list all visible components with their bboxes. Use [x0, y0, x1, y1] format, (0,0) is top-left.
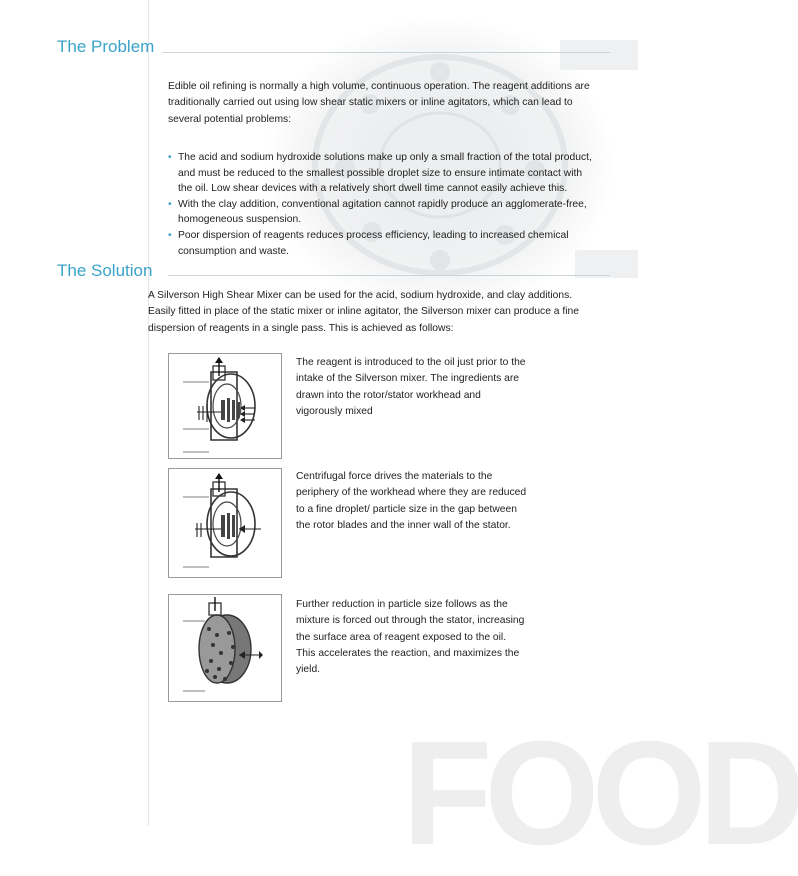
- left-margin-rule: [148, 0, 149, 826]
- problem-bullet: • The acid and sodium hydroxide solutions make up only a small fraction of the total product, and must be reduced to the smallest possible droplet size to ensure intimate contact with the oil. Low shear devices with a relatively short dwell time cannot easily achieve this.: [168, 152, 592, 195]
- problem-intro: Edible oil refining is normally a high volume, continuous operation. The reagent additions are traditionally carried out using low shear static mixers or inline agitators, which can lead to several potential problems:: [168, 81, 590, 125]
- step-1-diagram: [168, 353, 282, 459]
- problem-bullet-list: [168, 150, 598, 259]
- step-2-text: Centrifugal force drives the materials to the periphery of the workhead where they are reduced to a fine droplet/ particle size in the gap between the rotor blades and the inner wall of the stator.: [296, 471, 527, 531]
- problem-heading: The Problem: [57, 37, 155, 56]
- solution-heading: The Solution: [57, 261, 153, 280]
- step-2-diagram: [168, 468, 282, 578]
- step-3-text: Further reduction in particle size follows as the mixture is forced out through the stator, increasing the surface area of reagent exposed to the oil. This accelerates the reaction, and maximizes the yield.: [296, 599, 525, 676]
- problem-bullet: • With the clay addition, conventional agitation cannot rapidly produce an agglomerate-free, homogeneous suspension.: [168, 198, 587, 226]
- step-1-text: The reagent is introduced to the oil just prior to the intake of the Silverson mixer. The ingredients are drawn into the rotor/stator workhead and vigorously mixed: [296, 357, 526, 417]
- problem-heading-rule: [162, 52, 610, 53]
- food-watermark: FOOD: [402, 711, 798, 876]
- solution-heading-rule: [168, 275, 610, 276]
- step-3-diagram: [168, 594, 282, 702]
- bullet-dot-icon: •: [168, 152, 172, 163]
- bullet-dot-icon: •: [168, 198, 172, 210]
- solution-intro: A Silverson High Shear Mixer can be used for the acid, sodium hydroxide, and clay additions. Easily fitted in place of the static mixer or inline agitator, the Silverson mixer can produce a fine dispersion of reagents in a single pass. This is achieved as follows:: [148, 290, 579, 334]
- problem-bullet: • Poor dispersion of reagents reduces process efficiency, leading to increased chemical consumption and waste.: [168, 229, 569, 257]
- bullet-dot-icon: •: [168, 229, 172, 241]
